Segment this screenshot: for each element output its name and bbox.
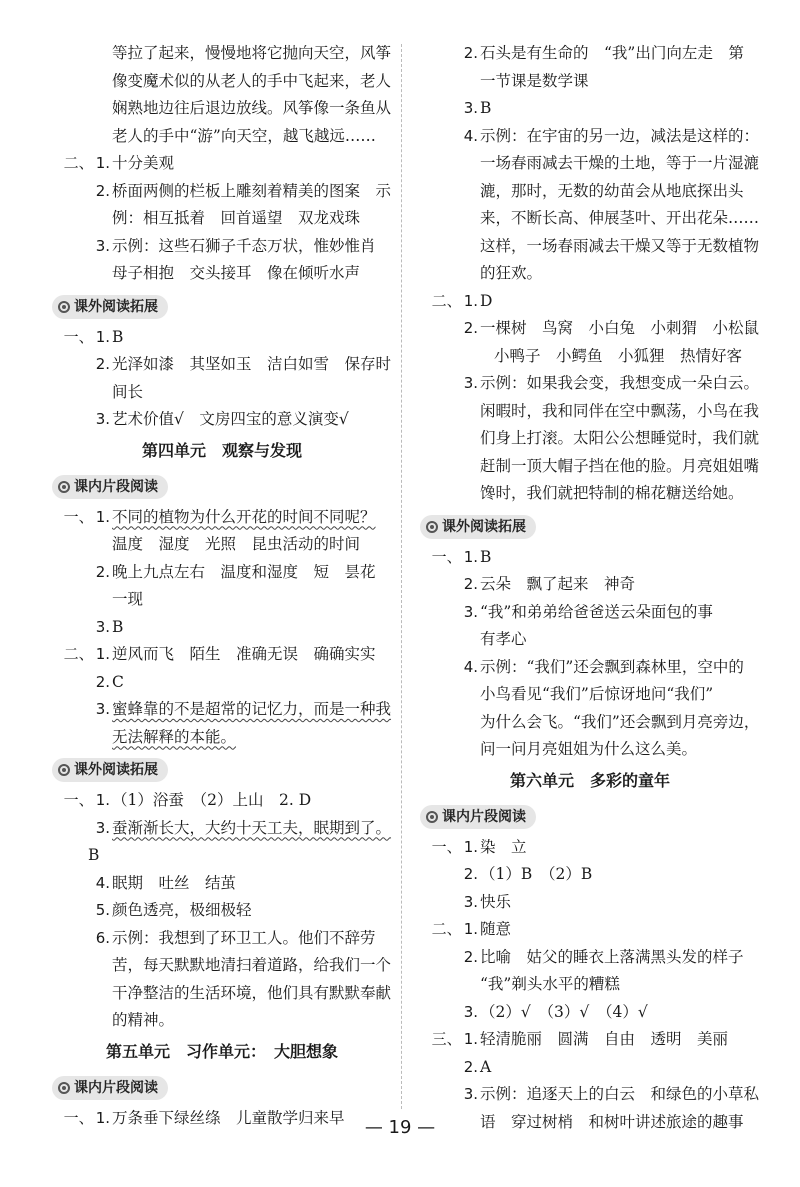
section-badge: 课外阅读拓展 bbox=[52, 758, 168, 782]
answer-text: “我”和弟弟给爸爸送云朵面包的事 bbox=[480, 602, 713, 621]
text-line: 的精神。 bbox=[112, 1011, 175, 1029]
answer-text: 云朵 飘了起来 神奇 bbox=[480, 575, 636, 593]
question-number: 2. bbox=[463, 44, 478, 62]
answer-line bbox=[52, 178, 392, 206]
text-line: 来，不断长高、伸展茎叶、开出花朵…… bbox=[480, 209, 760, 227]
section-badge: 课内片段阅读 bbox=[420, 805, 536, 829]
answer-text: B bbox=[480, 99, 492, 117]
answer-text: 艺术价值√ 文房四宝的意义演变√ bbox=[112, 410, 349, 428]
answer-text: 示例：“我们”还会飘到森林里，空中的 bbox=[480, 657, 744, 676]
text-line: 的狂欢。 bbox=[480, 264, 543, 282]
answer-text: 石头是有生命的 “我”出门向左走 第 bbox=[480, 44, 744, 62]
answer-line bbox=[52, 351, 392, 379]
answer-text: 蚕渐渐长大，大约十天工夫，眠期到了。 bbox=[112, 818, 392, 837]
section-badge: 课内片段阅读 bbox=[52, 1076, 168, 1100]
text-line: 无法解释的本能。 bbox=[112, 727, 237, 746]
answer-text: 染 立 bbox=[480, 837, 527, 856]
section-badge: 课外阅读拓展 bbox=[52, 295, 168, 319]
answer-line bbox=[52, 787, 392, 815]
question-number: 1. bbox=[95, 791, 110, 809]
target-icon bbox=[58, 1082, 70, 1094]
text-line: 一节课是数学课 bbox=[480, 71, 589, 90]
text-line: 问一问月亮姐姐为什么这么美。 bbox=[480, 740, 698, 758]
answer-text: （1）浴蚕 （2）上山 bbox=[112, 791, 264, 809]
answer-line bbox=[420, 654, 760, 682]
section-header bbox=[52, 753, 392, 785]
answer-text: 快乐 bbox=[480, 892, 512, 911]
text-line: 一现 bbox=[112, 590, 144, 608]
section-header bbox=[52, 470, 392, 502]
answer-text: （2）√ （3）√ （4）√ bbox=[480, 1002, 648, 1021]
text-line: “我”剃头水平的糟糕 bbox=[480, 975, 620, 993]
question-number: 1. bbox=[463, 920, 478, 938]
question-number: 2. bbox=[95, 672, 110, 691]
answer-line bbox=[52, 614, 392, 642]
answer-text: 随意 bbox=[480, 920, 512, 938]
section-marker: 二、 bbox=[431, 920, 462, 938]
text-line: 为什么会飞。“我们”还会飘到月亮旁边， bbox=[480, 712, 760, 731]
answer-line bbox=[52, 150, 392, 178]
text-line: 干净整洁的生活环境，他们具有默默奉献 bbox=[112, 983, 392, 1002]
question-number: 1. bbox=[463, 291, 478, 310]
question-number: 2. bbox=[95, 562, 110, 581]
question-number: 4. bbox=[463, 657, 478, 676]
answer-text: 不同的植物为什么开花的时间不同呢？ bbox=[112, 507, 376, 526]
answer-text: 一棵树 鸟窝 小白兔 小刺猬 小松鼠 bbox=[480, 319, 760, 337]
answer-line bbox=[52, 406, 392, 434]
text-line: 间长 bbox=[112, 382, 144, 401]
question-number: 5. bbox=[95, 901, 110, 919]
answer-line bbox=[420, 834, 760, 862]
section-header bbox=[52, 1071, 392, 1103]
answer-text: 比喻 姑父的睡衣上落满黑头发的样子 bbox=[480, 947, 744, 966]
text-line: 苦，每天默默地清扫着道路，给我们一个 bbox=[112, 956, 392, 974]
question-number: 3. bbox=[95, 236, 110, 255]
question-number: 2. bbox=[463, 947, 478, 966]
question-number: 6. bbox=[95, 928, 110, 947]
question-number: 3. bbox=[95, 818, 110, 837]
answer-text: 晚上九点左右 温度和湿度 短 昙花 bbox=[112, 562, 376, 581]
text-line: 小鸭子 小鳄鱼 小狐狸 热情好客 bbox=[494, 346, 743, 365]
answer-line bbox=[52, 559, 392, 587]
answer-line bbox=[420, 544, 760, 572]
question-number: 2. bbox=[279, 791, 294, 809]
text-line: 这样，一场春雨减去干燥又等于无数植物 bbox=[480, 236, 760, 255]
answer-text: 示例：追逐天上的白云 和绿色的小草私 bbox=[480, 1085, 760, 1103]
answer-line bbox=[52, 925, 392, 953]
answer-line bbox=[52, 696, 392, 724]
text-line: 小鸟看见“我们”后惊讶地问“我们” bbox=[480, 685, 714, 703]
text-line: 温度 湿度 光照 昆虫活动的时间 bbox=[112, 535, 361, 553]
answer-text: 示例：在宇宙的另一边，减法是这样的： bbox=[480, 126, 760, 145]
question-number: 3. bbox=[463, 99, 478, 117]
answer-text: 示例：这些石狮子千态万状，惟妙惟肖 bbox=[112, 236, 376, 255]
question-number: 1. bbox=[463, 837, 478, 856]
target-icon bbox=[58, 764, 70, 776]
answer-line bbox=[52, 815, 392, 843]
question-number: 3. bbox=[95, 700, 110, 718]
question-number: 1. bbox=[95, 327, 110, 346]
answer-line bbox=[420, 315, 760, 343]
answer-line bbox=[420, 916, 760, 944]
answer-text: 光泽如漆 其坚如玉 洁白如雪 保存时 bbox=[112, 355, 392, 373]
column-divider bbox=[401, 44, 402, 1109]
text-line: 母子相抱 交头接耳 像在倾听水声 bbox=[112, 264, 361, 282]
answer-text: B bbox=[112, 617, 124, 636]
text-line: 馋时，我们就把特制的棉花糖送给她。 bbox=[480, 484, 744, 502]
text-line: 语 穿过树梢 和树叶讲述旅途的趣事 bbox=[480, 1112, 744, 1131]
answer-line bbox=[420, 889, 760, 917]
section-marker: 一、 bbox=[63, 327, 94, 346]
section-marker: 三、 bbox=[431, 1030, 462, 1048]
text-line: 一场春雨减去干燥的土地，等于一片湿漉 bbox=[480, 154, 760, 172]
answer-text: A bbox=[480, 1057, 492, 1076]
question-number: 2. bbox=[463, 865, 478, 883]
question-number: 3. bbox=[95, 410, 110, 428]
left-column bbox=[52, 40, 392, 1132]
answer-text: D bbox=[298, 791, 312, 809]
question-number: 2. bbox=[95, 181, 110, 200]
question-number: 1. bbox=[95, 507, 110, 526]
text-line: 老人的手中“游”向天空，越飞越远…… bbox=[112, 126, 376, 145]
text-line: B bbox=[88, 846, 100, 864]
text-line: 们身上打滚。太阳公公想睡觉时，我们就 bbox=[480, 429, 760, 447]
target-icon bbox=[426, 811, 438, 823]
answer-text: 示例：我想到了环卫工人。他们不辞劳 bbox=[112, 928, 376, 947]
answer-text: C bbox=[112, 672, 124, 691]
unit-title: 第四单元 观察与发现 bbox=[141, 440, 302, 460]
answer-line bbox=[420, 123, 760, 151]
answer-text: B bbox=[480, 547, 492, 566]
target-icon bbox=[58, 481, 70, 493]
question-number: 4. bbox=[95, 873, 110, 892]
question-number: 1. bbox=[95, 154, 110, 172]
question-number: 2. bbox=[95, 355, 110, 373]
answer-line bbox=[420, 999, 760, 1027]
text-line: 例：相互抵着 回首遥望 双龙戏珠 bbox=[112, 209, 361, 227]
text-line: 娴熟地边往后退边放线。风筝像一条鱼从 bbox=[112, 99, 392, 117]
answer-line bbox=[52, 669, 392, 697]
answer-line bbox=[420, 944, 760, 972]
section-marker: 一、 bbox=[431, 547, 462, 566]
section-marker: 一、 bbox=[63, 1108, 94, 1127]
text-line: 赶制一顶大帽子挡在他的脸。月亮姐姐嘴 bbox=[480, 456, 760, 475]
text-line: 闲暇时，我和同伴在空中飘荡，小鸟在我 bbox=[480, 401, 760, 420]
answer-text: 万条垂下绿丝绦 儿童散学归来早 bbox=[112, 1108, 345, 1127]
section-marker: 一、 bbox=[63, 507, 94, 526]
target-icon bbox=[58, 301, 70, 313]
question-number: 1. bbox=[95, 1108, 110, 1127]
question-number: 1. bbox=[463, 547, 478, 566]
section-marker: 二、 bbox=[63, 154, 94, 172]
text-line: 等拉了起来，慢慢地将它抛向天空，风筝 bbox=[112, 44, 392, 62]
question-number: 1. bbox=[95, 645, 110, 663]
answer-line bbox=[420, 1081, 760, 1109]
answer-line bbox=[52, 870, 392, 898]
section-marker: 二、 bbox=[431, 291, 462, 310]
question-number: 2. bbox=[463, 319, 478, 337]
question-number: 4. bbox=[463, 126, 478, 145]
answer-line bbox=[420, 40, 760, 68]
unit-title: 第五单元 习作单元： 大胆想象 bbox=[105, 1041, 338, 1061]
text-line: 漉，那时，无数的幼苗会从地底探出头 bbox=[480, 181, 744, 200]
answer-text: B bbox=[112, 327, 124, 346]
answer-text: D bbox=[480, 291, 493, 310]
answer-text: （1）B （2）B bbox=[480, 865, 593, 883]
section-badge: 课外阅读拓展 bbox=[420, 515, 536, 539]
answer-text: 轻清脆丽 圆满 自由 透明 美丽 bbox=[480, 1030, 729, 1048]
page-number: — 19 — bbox=[364, 1117, 436, 1138]
answer-line bbox=[52, 504, 392, 532]
question-number: 3. bbox=[463, 892, 478, 911]
answer-text: 逆风而飞 陌生 准确无误 确确实实 bbox=[112, 645, 376, 663]
answer-text: 示例：如果我会变，我想变成一朵白云。 bbox=[480, 374, 760, 392]
question-number: 2. bbox=[463, 1057, 478, 1076]
answer-line bbox=[52, 324, 392, 352]
text-line: 像变魔术似的从老人的手中飞起来，老人 bbox=[112, 71, 392, 90]
question-number: 3. bbox=[463, 1085, 478, 1103]
answer-line bbox=[52, 233, 392, 261]
question-number: 3. bbox=[463, 1002, 478, 1021]
answer-line bbox=[420, 370, 760, 398]
answer-text: 颜色透亮，极细极轻 bbox=[112, 901, 252, 919]
section-badge: 课内片段阅读 bbox=[52, 475, 168, 499]
answer-line bbox=[420, 599, 760, 627]
text-line: 有孝心 bbox=[480, 630, 527, 648]
target-icon bbox=[426, 521, 438, 533]
right-column bbox=[420, 40, 760, 1136]
section-marker: 一、 bbox=[63, 791, 94, 809]
answer-line bbox=[420, 95, 760, 123]
section-header bbox=[420, 510, 760, 542]
answer-line bbox=[420, 861, 760, 889]
section-header bbox=[52, 290, 392, 322]
answer-line bbox=[52, 897, 392, 925]
answer-line bbox=[420, 1026, 760, 1054]
section-marker: 一、 bbox=[431, 837, 462, 856]
answer-text: 十分美观 bbox=[112, 154, 175, 172]
question-number: 2. bbox=[463, 575, 478, 593]
unit-title: 第六单元 多彩的童年 bbox=[509, 770, 670, 790]
answer-text: 蜜蜂靠的不是超常的记忆力，而是一种我 bbox=[112, 700, 392, 718]
question-number: 3. bbox=[463, 602, 478, 621]
answer-line bbox=[420, 1054, 760, 1082]
section-header bbox=[420, 800, 760, 832]
question-number: 3. bbox=[95, 617, 110, 636]
answer-line bbox=[420, 288, 760, 316]
answer-text: 眠期 吐丝 结茧 bbox=[112, 873, 237, 892]
section-marker: 二、 bbox=[63, 645, 94, 663]
answer-line bbox=[420, 571, 760, 599]
question-number: 1. bbox=[463, 1030, 478, 1048]
answer-text: 桥面两侧的栏板上雕刻着精美的图案 示 bbox=[112, 181, 392, 200]
question-number: 3. bbox=[463, 374, 478, 392]
answer-line bbox=[52, 641, 392, 669]
